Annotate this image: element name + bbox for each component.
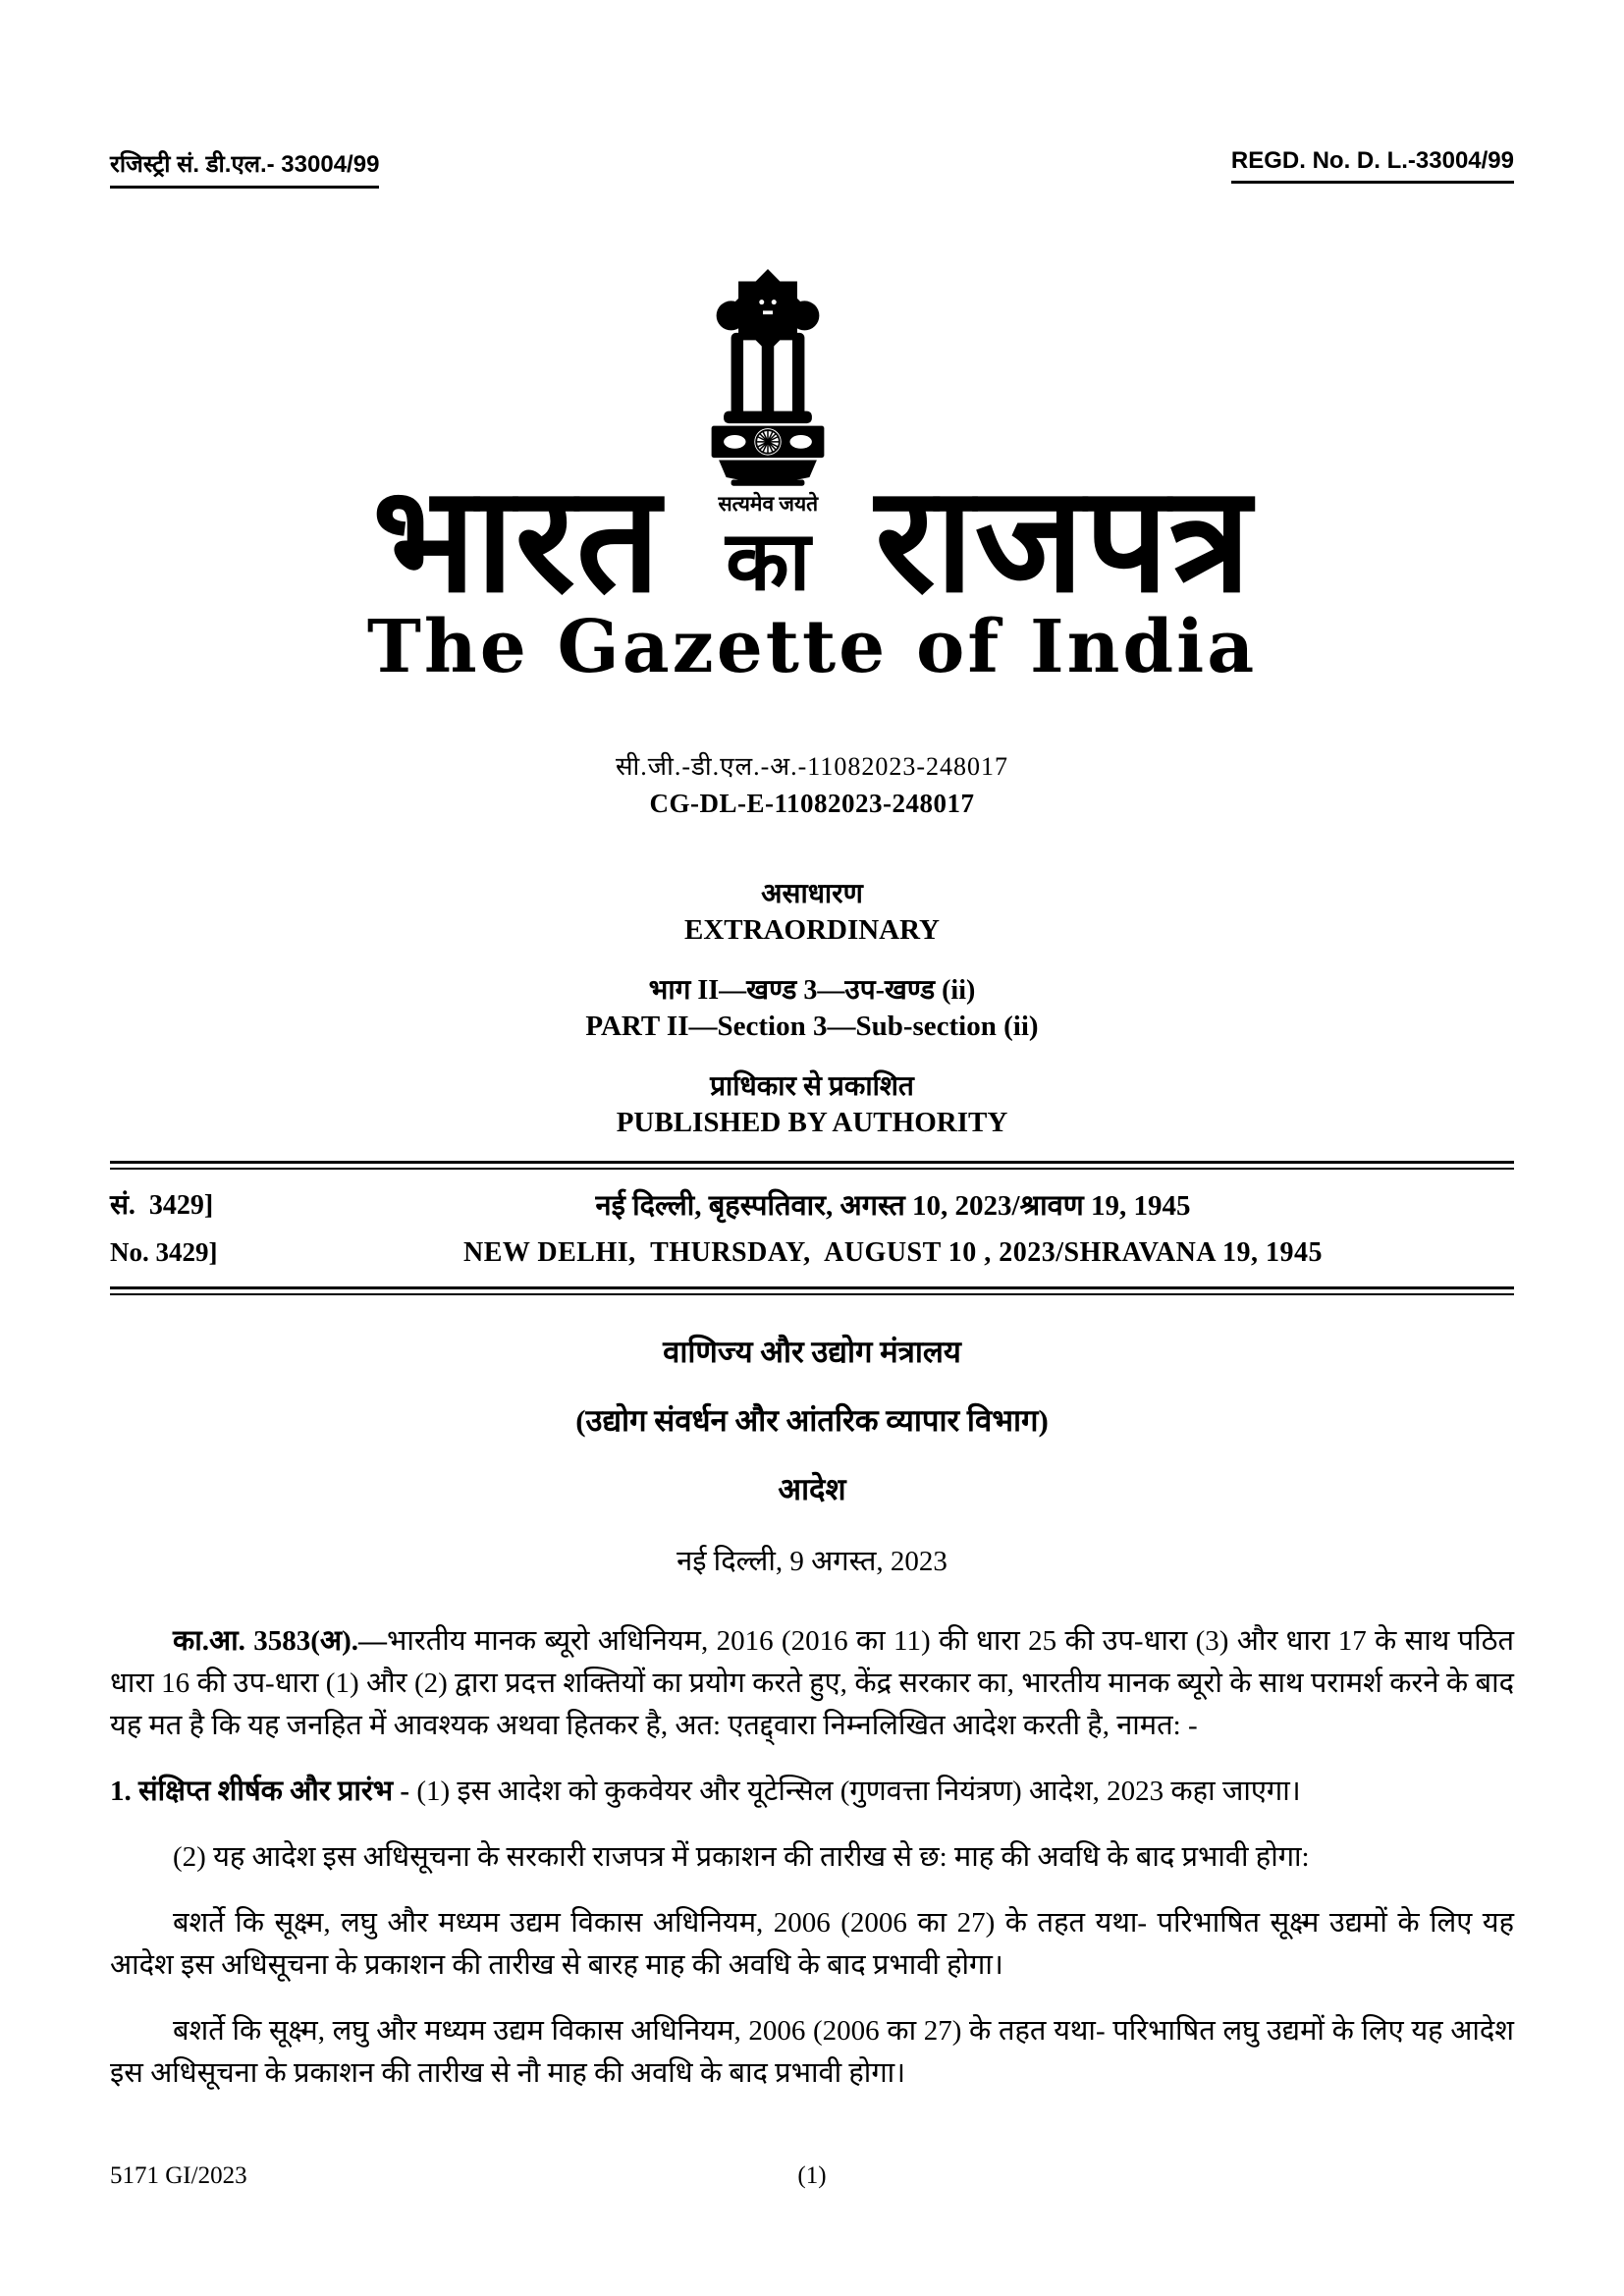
extraordinary-label-hindi: असाधारण bbox=[761, 878, 863, 909]
issue-number-english: No. 3429] bbox=[110, 1237, 218, 1268]
clause-1-heading: 1. संक्षिप्त शीर्षक और प्रारंभ - bbox=[110, 1775, 417, 1807]
clause-1-paragraph bbox=[110, 1771, 1514, 1813]
issue-date-english: NEW DELHI, THURSDAY, AUGUST 10 , 2023/SHRAVANA 19, 1945 bbox=[463, 1236, 1323, 1268]
gazette-code-english: CG-DL-E-11082023-248017 bbox=[649, 788, 975, 818]
registration-number-hindi: रजिस्ट्री सं. डी.एल.- 33004/99 bbox=[110, 147, 379, 189]
gazette-english-title: The Gazette of India bbox=[366, 605, 1258, 689]
issue-date-hindi: नई दिल्ली, बृहस्पतिवार, अगस्त 10, 2023/श्रावण 19, 1945 bbox=[595, 1189, 1191, 1222]
masthead-ka-text: का bbox=[726, 517, 811, 608]
order-dateline: नई दिल्ली, 9 अगस्त, 2023 bbox=[677, 1545, 947, 1577]
ministry-heading-block bbox=[110, 1331, 1514, 1579]
gazette-code-hindi: सी.जी.-डी.एल.-अ.-11082023-248017 bbox=[615, 751, 1009, 781]
issue-divider-bottom bbox=[110, 1286, 1514, 1295]
edition-block bbox=[110, 874, 1514, 1139]
document-type-heading: आदेश bbox=[778, 1471, 846, 1506]
issue-divider-top bbox=[110, 1161, 1514, 1170]
extraordinary-label-english: EXTRAORDINARY bbox=[684, 913, 940, 946]
order-opening-paragraph bbox=[110, 1620, 1514, 1747]
page-number: (1) bbox=[797, 2162, 827, 2189]
ministry-title: वाणिज्य और उद्योग मंत्रालय bbox=[663, 1334, 961, 1369]
proviso-2-paragraph: बशर्ते कि सूक्ष्म, लघु और मध्यम उद्यम विकास अधिनियम, 2006 (2006 का 27) के तहत यथा- परिभाषित लघु उद्यमों के लिए यह आदेश इस अधिसूचना के प्रकाशन की तारीख से नौ माह की अवधि के बाद प्रभावी होगा। bbox=[110, 2014, 1514, 2089]
order-body bbox=[110, 1620, 1514, 2095]
department-title: (उद्योग संवर्धन और आंतरिक व्यापार विभाग) bbox=[575, 1402, 1049, 1438]
lion-capital-emblem-icon bbox=[694, 269, 841, 487]
order-opening-text: भारतीय मानक ब्यूरो अधिनियम, 2016 (2016 का 11) की धारा 25 की उप-धारा (3) और धारा 17 के साथ पठित धारा 16 की उप-धारा (1) और (2) द्वारा प्रदत्त शक्तियों का प्रयोग करते हुए, केंद्र सरकार का, भारतीय मानक ब्यूरो के साथ परामर्श करने के बाद यह मत है कि यह जनहित में आवश्यक अथवा हितकर है, अत: एतद्द्वारा निम्नलिखित आदेश करती है, नामत: - bbox=[110, 1624, 1514, 1741]
registration-number-english: REGD. No. D. L.-33004/99 bbox=[1231, 147, 1514, 184]
issue-info-row bbox=[110, 1170, 1514, 1286]
masthead-rajpatra-text: राजपत्र bbox=[875, 459, 1252, 623]
part-section-block bbox=[110, 970, 1514, 1043]
emblem-column bbox=[694, 269, 841, 608]
part-section-english: PART II—Section 3—Sub-section (ii) bbox=[585, 1010, 1039, 1042]
masthead-bharat-text: भारत bbox=[372, 459, 662, 623]
authority-block bbox=[110, 1066, 1514, 1139]
proviso-1-paragraph: बशर्ते कि सूक्ष्म, लघु और मध्यम उद्यम विकास अधिनियम, 2006 (2006 का 27) के तहत यथा- परिभाषित सूक्ष्म उद्यमों के लिए यह आदेश इस अधिसूचना के प्रकाशन की तारीख से बारह माह की अवधि के बाद प्रभावी होगा। bbox=[110, 1906, 1514, 1981]
authority-line-english: PUBLISHED BY AUTHORITY bbox=[616, 1106, 1008, 1138]
registration-header bbox=[110, 147, 1514, 189]
issue-number-hindi: सं. 3429] bbox=[110, 1190, 214, 1222]
part-section-hindi: भाग II—खण्ड 3—उप-खण्ड (ii) bbox=[648, 974, 976, 1006]
print-code: 5171 GI/2023 bbox=[110, 2162, 247, 2189]
emblem-motto: सत्यमेव जयते bbox=[718, 492, 819, 516]
page-footer bbox=[110, 2162, 1514, 2190]
masthead bbox=[110, 269, 1514, 623]
so-number: का.आ. 3583(अ).— bbox=[173, 1624, 387, 1657]
clause-1-text: (1) इस आदेश को कुकवेयर और यूटेन्सिल (गुणवत्ता नियंत्रण) आदेश, 2023 कहा जाएगा। bbox=[416, 1775, 1301, 1807]
gazette-code-block bbox=[110, 747, 1514, 819]
authority-line-hindi: प्राधिकार से प्रकाशित bbox=[710, 1070, 914, 1102]
clause-2-paragraph: (2) यह आदेश इस अधिसूचना के सरकारी राजपत्र में प्रकाशन की तारीख से छ: माह की अवधि के बाद प्रभावी होगा: bbox=[173, 1840, 1310, 1873]
